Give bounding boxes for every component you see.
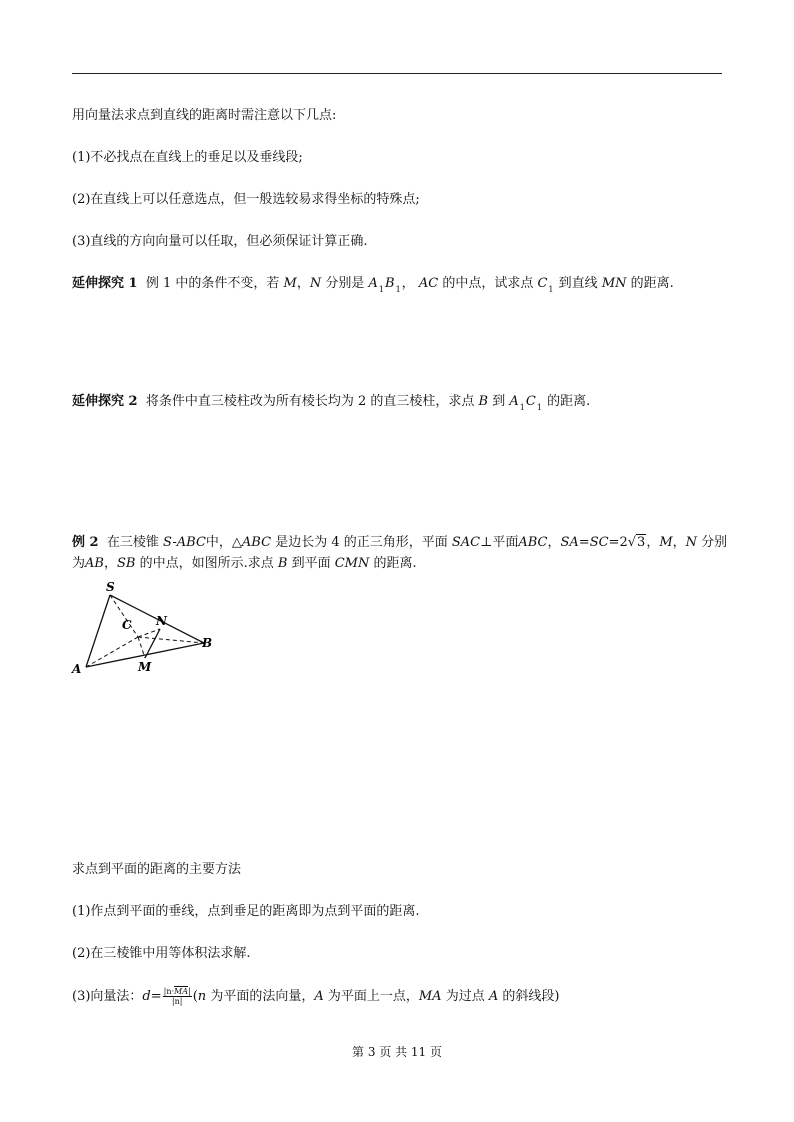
tetrahedron-figure: [68, 575, 228, 680]
example-2-label: 例 2: [72, 535, 99, 550]
extension-2-label: 延伸探究 2: [72, 394, 138, 409]
header-rule: [72, 73, 722, 74]
label-N: N: [156, 614, 167, 628]
note-item-3: (3)直线的方向向量可以任取，但必须保证计算正确.: [72, 234, 368, 249]
extension-2: 延伸探究 2 将条件中直三棱柱改为所有棱长均为 2 的直三棱柱，求点 B 到 $A_1C_1$ 的距离.: [72, 394, 591, 412]
label-A: A: [72, 662, 82, 676]
edge-SA: [86, 595, 110, 667]
page-footer: 第 3 页 共 11 页: [352, 1045, 442, 1059]
method-2: (2)在三棱锥中用等体积法求解.: [72, 946, 251, 961]
distance-formula-fraction: $\frac{|n\cdot MA|}{|n|}$: [163, 987, 191, 1006]
methods-title: 求点到平面的距离的主要方法: [72, 862, 242, 877]
example-2-line-2: 为AB，SB 的中点，如图所示.求点 B 到平面 CMN 的距离.: [72, 556, 417, 571]
note-item-2: (2)在直线上可以任意选点，但一般选较易求得坐标的特殊点;: [72, 192, 420, 207]
note-intro: 用向量法求点到直线的距离时需注意以下几点:: [72, 108, 337, 123]
method-1: (1)作点到平面的垂线，点到垂足的距离即为点到平面的距离.: [72, 904, 420, 919]
edge-AC: [86, 637, 138, 667]
label-C: C: [122, 618, 132, 632]
label-S: S: [106, 580, 115, 594]
note-item-1: (1)不必找点在直线上的垂足以及垂线段;: [72, 150, 303, 165]
extension-1: 延伸探究 1 例 1 中的条件不变，若 M，N 分别是 $A_1B_1$， AC 的中点，试求点 $C_1$ 到直线 MN 的距离.: [72, 276, 674, 294]
label-B: B: [202, 636, 213, 650]
label-M: M: [138, 660, 152, 674]
sqrt-three: √3: [627, 535, 646, 550]
extension-1-label: 延伸探究 1: [72, 276, 138, 291]
method-3: (3)向量法：d= $\frac{|n\cdot MA|}{|n|}$ (n 为平面的法向量，A 为平面上一点，MA 为过点 A 的斜线段): [72, 987, 560, 1006]
example-2-line-1: 例 2 在三棱锥 S-ABC中，△ABC 是边长为 4 的正三角形，平面 SAC⊥平面ABC，SA=SC=2√3，M，N 分别: [72, 535, 728, 550]
